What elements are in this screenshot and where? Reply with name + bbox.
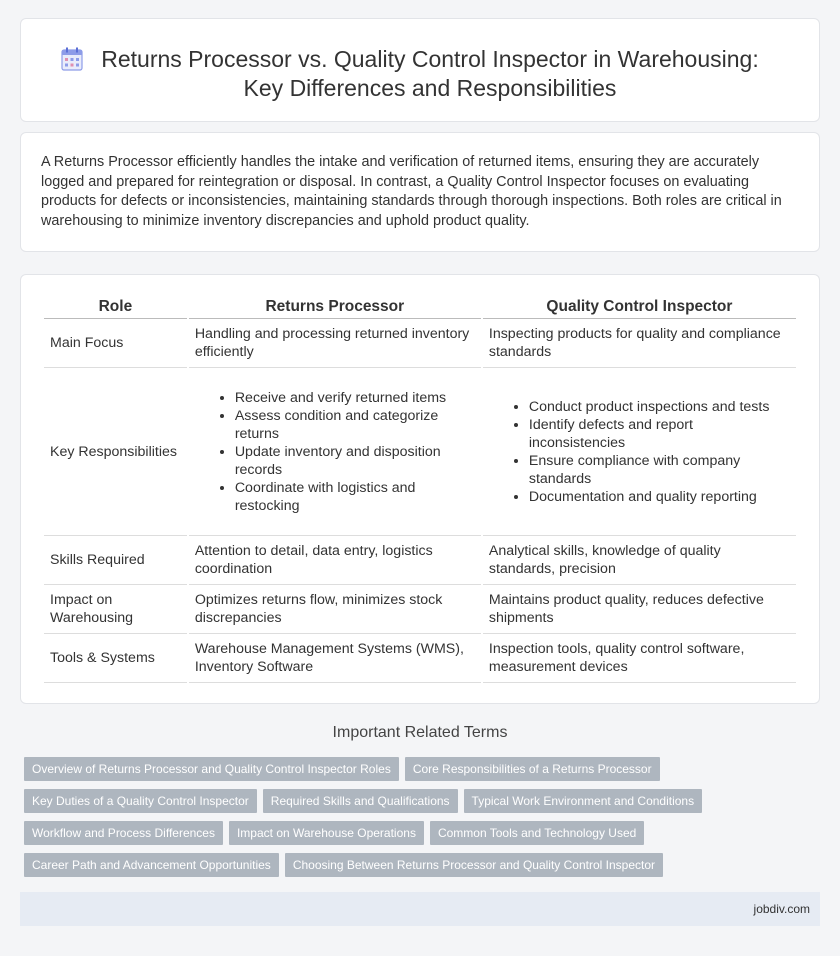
list-item: • Update inventory and disposition records xyxy=(235,443,475,479)
table-header-row xyxy=(44,295,796,319)
term-tag[interactable]: Career Path and Advancement Opportunities xyxy=(24,853,279,877)
row-label: Skills Required xyxy=(44,536,187,585)
term-tag[interactable]: Core Responsibilities of a Returns Processor xyxy=(405,757,660,781)
table-row xyxy=(44,536,796,585)
related-terms xyxy=(24,757,724,885)
row-label: Impact on Warehousing xyxy=(44,585,187,634)
list-item: • Conduct product inspections and tests xyxy=(529,398,790,416)
footer xyxy=(20,892,820,926)
quality-control-cell: Analytical skills, knowledge of quality standards, precision xyxy=(483,536,796,585)
responsibility-list xyxy=(529,398,790,506)
quality-control-cell: Inspecting products for quality and compliance standards xyxy=(483,319,796,368)
comparison-card xyxy=(20,274,820,704)
header-returns-processor: Returns Processor xyxy=(189,295,481,319)
row-label: Main Focus xyxy=(44,319,187,368)
term-row xyxy=(24,821,724,853)
footer-site-link[interactable]: jobdiv.com xyxy=(753,902,810,916)
table-row xyxy=(44,585,796,634)
term-tag[interactable]: Overview of Returns Processor and Quality Control Inspector Roles xyxy=(24,757,399,781)
returns-processor-cell: Handling and processing returned inventory efficiently xyxy=(189,319,481,368)
row-label: Key Responsibilities xyxy=(44,368,187,536)
term-tag[interactable]: Common Tools and Technology Used xyxy=(430,821,644,845)
list-item: • Coordinate with logistics and restocking xyxy=(235,479,475,515)
term-tag[interactable]: Typical Work Environment and Conditions xyxy=(464,789,703,813)
term-row xyxy=(24,757,724,789)
responsibility-list xyxy=(235,389,475,515)
list-item: • Identify defects and report inconsistencies xyxy=(529,416,790,452)
intro-paragraph: A Returns Processor efficiently handles the intake and verification of returned items, ensuring they are accurately logged and prepared for reintegration or disposal. In contrast, a Quality Control Inspector focuses on evaluating products for defects or inconsistencies, maintaining standards through thorough inspections. Both roles are critical in warehousing to minimize inventory discrepancies and uphold product quality. xyxy=(41,154,782,229)
quality-control-cell: Inspection tools, quality control software, measurement devices xyxy=(483,634,796,683)
term-tag[interactable]: Workflow and Process Differences xyxy=(24,821,223,845)
title-card xyxy=(20,18,820,122)
term-row xyxy=(24,853,724,885)
returns-processor-cell xyxy=(189,368,481,536)
list-item: • Receive and verify returned items xyxy=(235,389,475,407)
header-role: Role xyxy=(44,295,187,319)
term-tag[interactable]: Choosing Between Returns Processor and Quality Control Inspector xyxy=(285,853,663,877)
table-row xyxy=(44,634,796,683)
header-quality-control-inspector: Quality Control Inspector xyxy=(483,295,796,319)
list-item: • Ensure compliance with company standards xyxy=(529,452,790,488)
comparison-table xyxy=(42,295,798,683)
row-label: Tools & Systems xyxy=(44,634,187,683)
term-row xyxy=(24,789,724,821)
page-title: Returns Processor vs. Quality Control Inspector in Warehousing: Key Differences and Responsibilities xyxy=(101,46,759,101)
quality-control-cell xyxy=(483,368,796,536)
table-row xyxy=(44,319,796,368)
term-tag[interactable]: Required Skills and Qualifications xyxy=(263,789,458,813)
table-row xyxy=(44,368,796,536)
quality-control-cell: Maintains product quality, reduces defective shipments xyxy=(483,585,796,634)
list-item: • Documentation and quality reporting xyxy=(529,488,790,506)
related-terms-heading: Important Related Terms xyxy=(332,724,508,741)
list-item: • Assess condition and categorize returns xyxy=(235,407,475,443)
returns-processor-cell: Optimizes returns flow, minimizes stock discrepancies xyxy=(189,585,481,634)
term-tag[interactable]: Key Duties of a Quality Control Inspector xyxy=(24,789,257,813)
returns-processor-cell: Warehouse Management Systems (WMS), Inventory Software xyxy=(189,634,481,683)
returns-processor-cell: Attention to detail, data entry, logistics coordination xyxy=(189,536,481,585)
intro-card xyxy=(20,132,820,252)
term-tag[interactable]: Impact on Warehouse Operations xyxy=(229,821,424,845)
